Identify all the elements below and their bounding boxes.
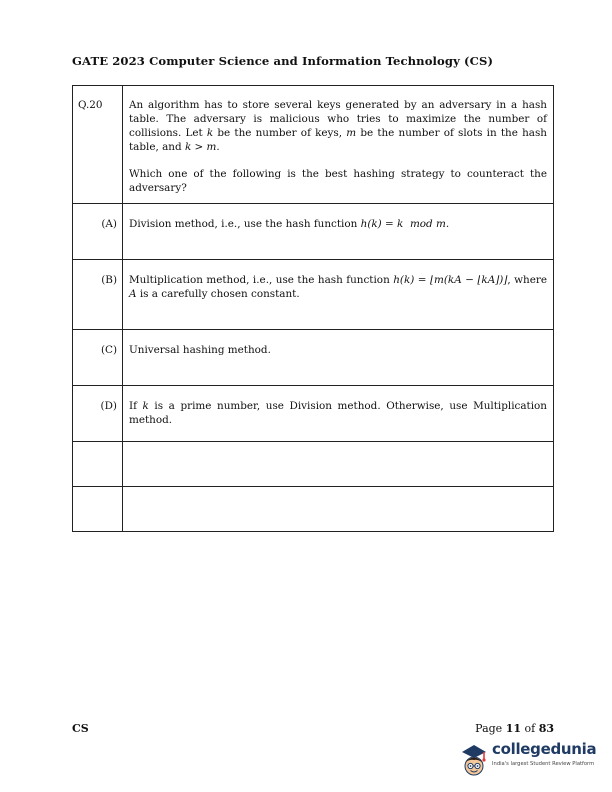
option-a-formula: h(k) = k mod m [360, 218, 446, 230]
option-row-b[interactable] [73, 260, 554, 330]
question-table [72, 85, 554, 532]
page-header-title: GATE 2023 Computer Science and Information Technology (CS) [72, 54, 494, 68]
brand-name: collegedunia [492, 740, 597, 758]
blank-cell [123, 442, 554, 487]
question-stem-paragraph-2: Which one of the following is the best hashing strategy to counteract the adversary? [129, 168, 547, 194]
option-row-c[interactable] [73, 330, 554, 386]
option-label-b: (B) [73, 260, 123, 330]
brand-logo-block[interactable] [458, 740, 598, 784]
question-stem [123, 86, 554, 204]
footer-paper-code: CS [72, 722, 89, 735]
option-text-c: Universal hashing method. [123, 330, 554, 386]
brand-tagline: India's largest Student Review Platform [492, 761, 595, 767]
blank-cell [73, 487, 123, 532]
option-text-a: Division method, i.e., use the hash function h(k) = k mod m. [123, 204, 554, 260]
blank-cell [123, 487, 554, 532]
question-number: Q.20 [73, 86, 123, 204]
option-label-a: (A) [73, 204, 123, 260]
option-text-b: Multiplication method, i.e., use the hash function h(k) = ⌊m(kA − ⌊kA⌋)⌋, where A is a carefully chosen constant. [123, 260, 554, 330]
option-row-a[interactable] [73, 204, 554, 260]
option-text-d: If k is a prime number, use Division method. Otherwise, use Multiplication method. [123, 386, 554, 442]
option-row-d[interactable] [73, 386, 554, 442]
question-row [73, 86, 554, 204]
blank-row-2 [73, 487, 554, 532]
option-b-formula: h(k) = ⌊m(kA − ⌊kA⌋)⌋ [393, 274, 508, 286]
mascot-logo-icon [458, 740, 490, 784]
blank-cell [73, 442, 123, 487]
option-label-c: (C) [73, 330, 123, 386]
blank-row-1 [73, 442, 554, 487]
footer-page-number: Page 11 of 83 [475, 722, 554, 735]
option-label-d: (D) [73, 386, 123, 442]
question-stem-paragraph-1: An algorithm has to store several keys generated by an adversary in a hash table. The adversary is malicious who tries to maximize the number of collisions. Let k be the number of keys, m be the number of slots in the hash table, and k > m. [129, 99, 547, 153]
